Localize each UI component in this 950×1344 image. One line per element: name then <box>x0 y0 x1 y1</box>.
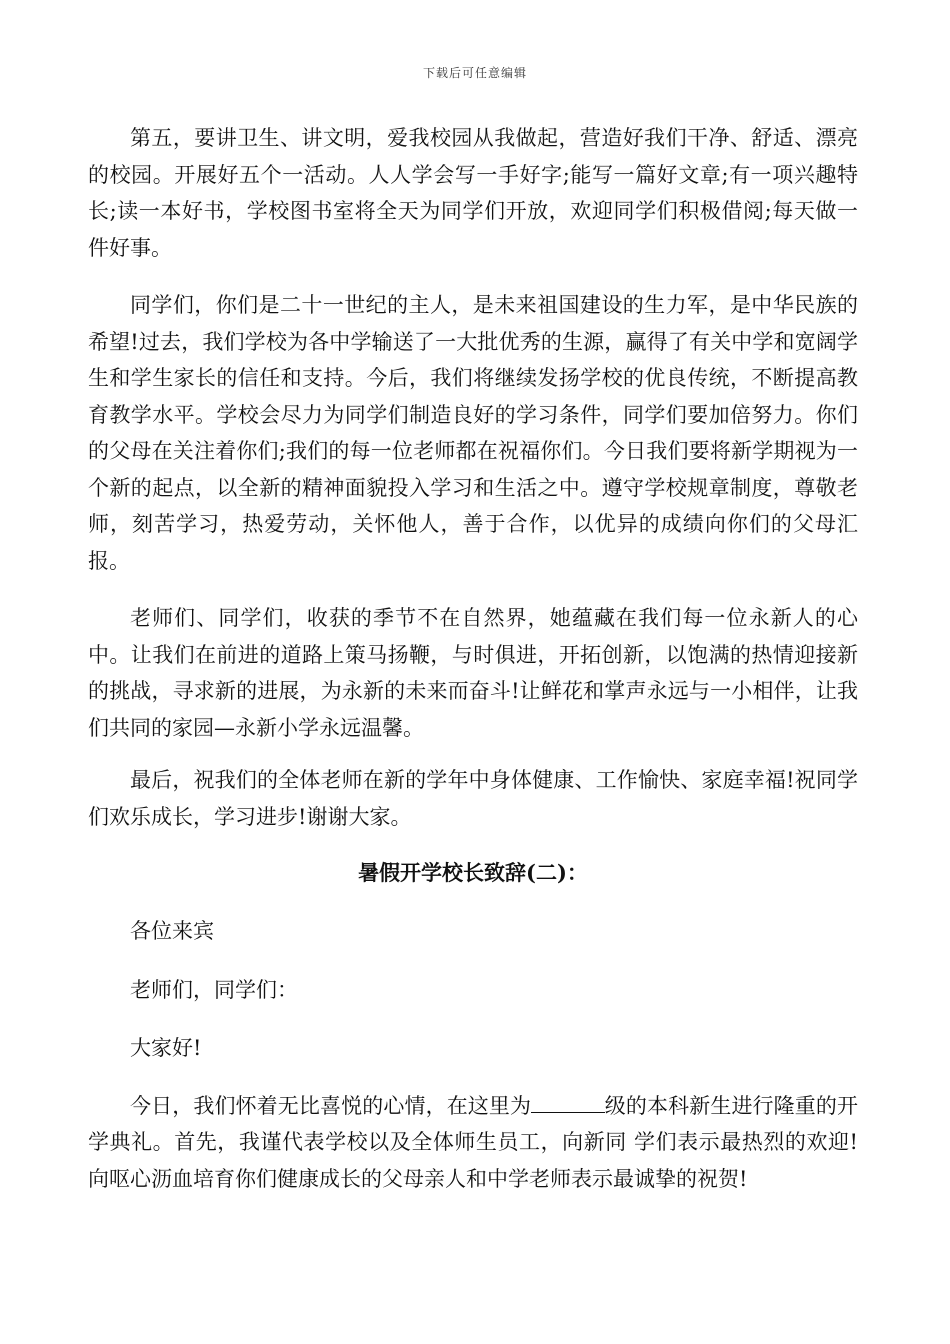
paragraph-harvest: 老师们、同学们，收获的季节不在自然界，她蕴藏在我们每一位永新人的心中。让我们在前进的道路上策马扬鞭，与时俱进，开拓创新，以饱满的热情迎接新的挑战，寻求新的进展，为永新的未来而奋斗!让鲜花和掌声永远与一小相伴，让我们共同的家园—永新小学永远温馨。 <box>88 606 858 740</box>
paragraph-students: 同学们，你们是二十一世纪的主人，是未来祖国建设的生力军，是中华民族的希望!过去，我们学校为各中学输送了一大批优秀的生源，赢得了有关中学和宽阔学生和学生家长的信任和支持。今后，我们将继续发扬学校的优良传统，不断提高教育教学水平。学校会尽力为同学们制造良好的学习条件，同学们要加倍努力。你们的父母在关注着你们;我们的每一位老师都在祝福你们。今日我们要将新学期视为一个新的起点，以全新的精神面貌投入学习和生活之中。遵守学校规章制度，尊敬老师，刻苦学习，热爱劳动，关怀他人，善于合作，以优异的成绩向你们的父母汇报。 <box>88 293 858 573</box>
page-header: 下载后可任意编辑 <box>422 66 527 80</box>
fill-in-blank <box>531 1093 605 1113</box>
paragraph-welcome <box>88 1088 858 1198</box>
welcome-text-end: 级的本科新生进行隆重的开学典礼。首先，我谨代表学校以及全体师生员工，向新同 学们表示最热烈的欢迎!向呕心沥血培育你们健康成长的父母亲人和中学老师表示最诚挚的祝贺! <box>88 1093 859 1191</box>
greeting-guests: 各位来宾 <box>130 919 214 943</box>
paragraph-hygiene: 第五，要讲卫生、讲文明，爱我校园从我做起，营造好我们干净、舒适、漂亮的校园。开展好五个一活动。人人学会写一手好字;能写一篇好文章;有一项兴趣特长;读一本好书，学校图书室将全天为同学们开放，欢迎同学们积极借阅;每天做一件好事。 <box>88 126 858 260</box>
greeting-everyone: 大家好! <box>130 1036 202 1060</box>
welcome-text-start: 今日，我们怀着无比喜悦的心情，在这里为 <box>130 1093 532 1118</box>
paragraph-closing: 最后，祝我们的全体老师在新的学年中身体健康、工作愉快、家庭幸福!祝同学们欢乐成长，学习进步!谢谢大家。 <box>88 768 858 829</box>
document-body <box>88 120 858 1197</box>
section-title: 暑假开学校长致辞(二)： <box>358 860 588 885</box>
greeting-teachers-students: 老师们，同学们： <box>130 977 298 1002</box>
